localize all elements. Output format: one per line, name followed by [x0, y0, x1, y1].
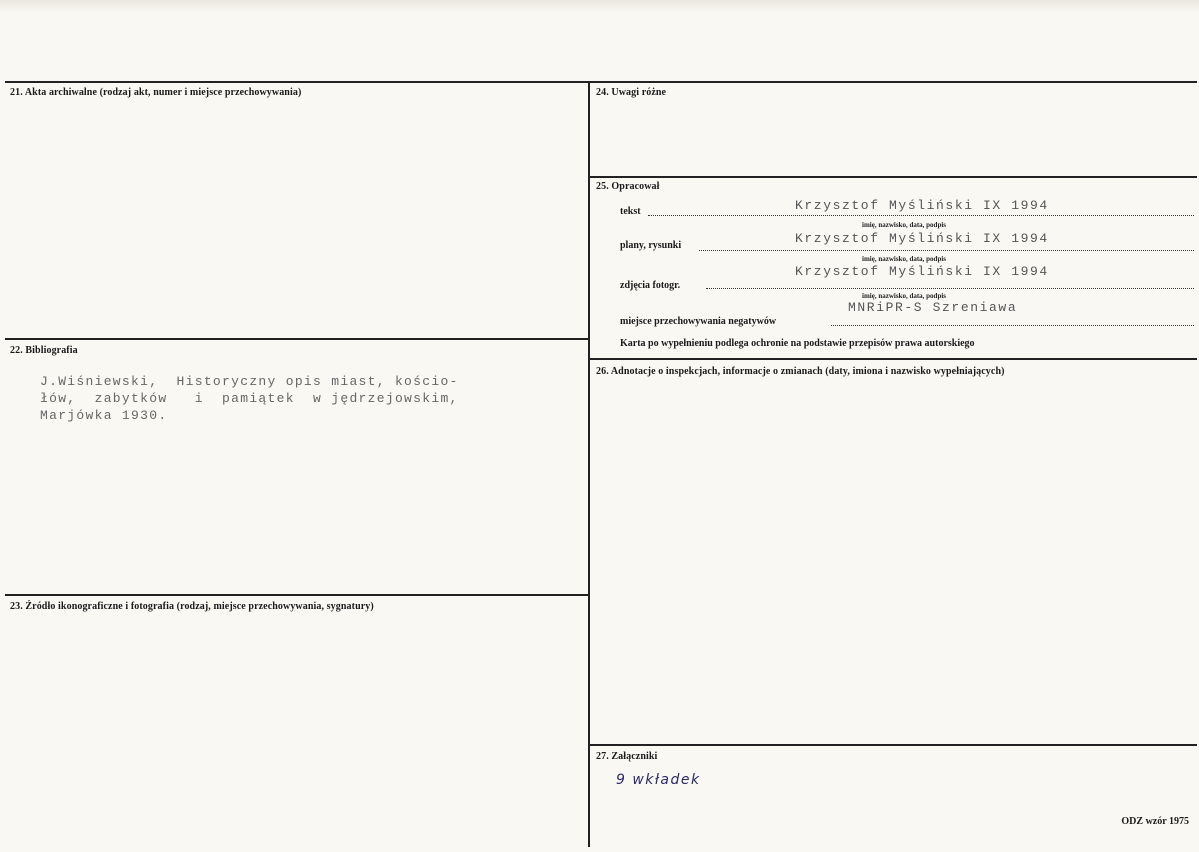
attachments-handwritten: 9 wkładek: [616, 772, 701, 788]
rule-right-26: [590, 358, 1197, 360]
rule-right-25: [590, 176, 1197, 178]
prepared-photos-value: Krzysztof Myśliński IX 1994: [795, 264, 1049, 279]
prepared-negatives-value: MNRiPR-S Szreniawa: [848, 300, 1018, 315]
prepared-negatives-label: miejsce przechowywania negatywów: [620, 316, 777, 327]
prepared-photos-hint: imię, nazwisko, data, podpis: [862, 292, 947, 300]
section-24-heading: 24. Uwagi różne: [596, 87, 667, 98]
prepared-photos-line: [706, 288, 1194, 289]
rule-left-23: [5, 594, 588, 596]
prepared-plans-hint: imię, nazwisko, data, podpis: [862, 255, 947, 263]
form-footer: ODZ wzór 1975: [1121, 816, 1189, 827]
section-27-heading: 27. Załączniki: [596, 751, 658, 762]
prepared-plans-label: plany, rysunki: [620, 240, 682, 251]
top-rule: [5, 81, 1197, 83]
prepared-text-label: tekst: [620, 206, 641, 217]
rule-left-22: [5, 338, 588, 340]
prepared-plans-line: [699, 250, 1194, 251]
section-26-heading: 26. Adnotacje o inspekcjach, informacje o zmianach (daty, imiona i nazwisko wypełniających): [596, 366, 1005, 377]
rule-right-27: [590, 744, 1197, 746]
prepared-text-hint: imię, nazwisko, data, podpis: [862, 221, 947, 229]
copyright-note: Karta po wypełnieniu podlega ochronie na podstawie przepisów prawa autorskiego: [620, 338, 975, 349]
section-22-heading: 22. Bibliografia: [10, 345, 78, 356]
prepared-text-value: Krzysztof Myśliński IX 1994: [795, 198, 1049, 213]
section-21-heading: 21. Akta archiwalne (rodzaj akt, numer i miejsce przechowywania): [10, 87, 302, 98]
bibliography-entry: J.Wiśniewski, Historyczny opis miast, kościo- łów, zabytków i pamiątek w jędrzejowskim, Marjówka 1930.: [40, 374, 459, 423]
prepared-photos-label: zdjęcia fotogr.: [620, 280, 681, 291]
paper-edge: [0, 0, 1199, 12]
section-23-heading: 23. Źródło ikonograficzne i fotografia (rodzaj, miejsce przechowywania, sygnatury): [10, 601, 374, 612]
prepared-plans-value: Krzysztof Myśliński IX 1994: [795, 231, 1049, 246]
center-divider: [588, 81, 590, 847]
prepared-negatives-line: [831, 325, 1194, 326]
section-25-heading: 25. Opracował: [596, 181, 660, 192]
prepared-text-line: [648, 215, 1194, 216]
